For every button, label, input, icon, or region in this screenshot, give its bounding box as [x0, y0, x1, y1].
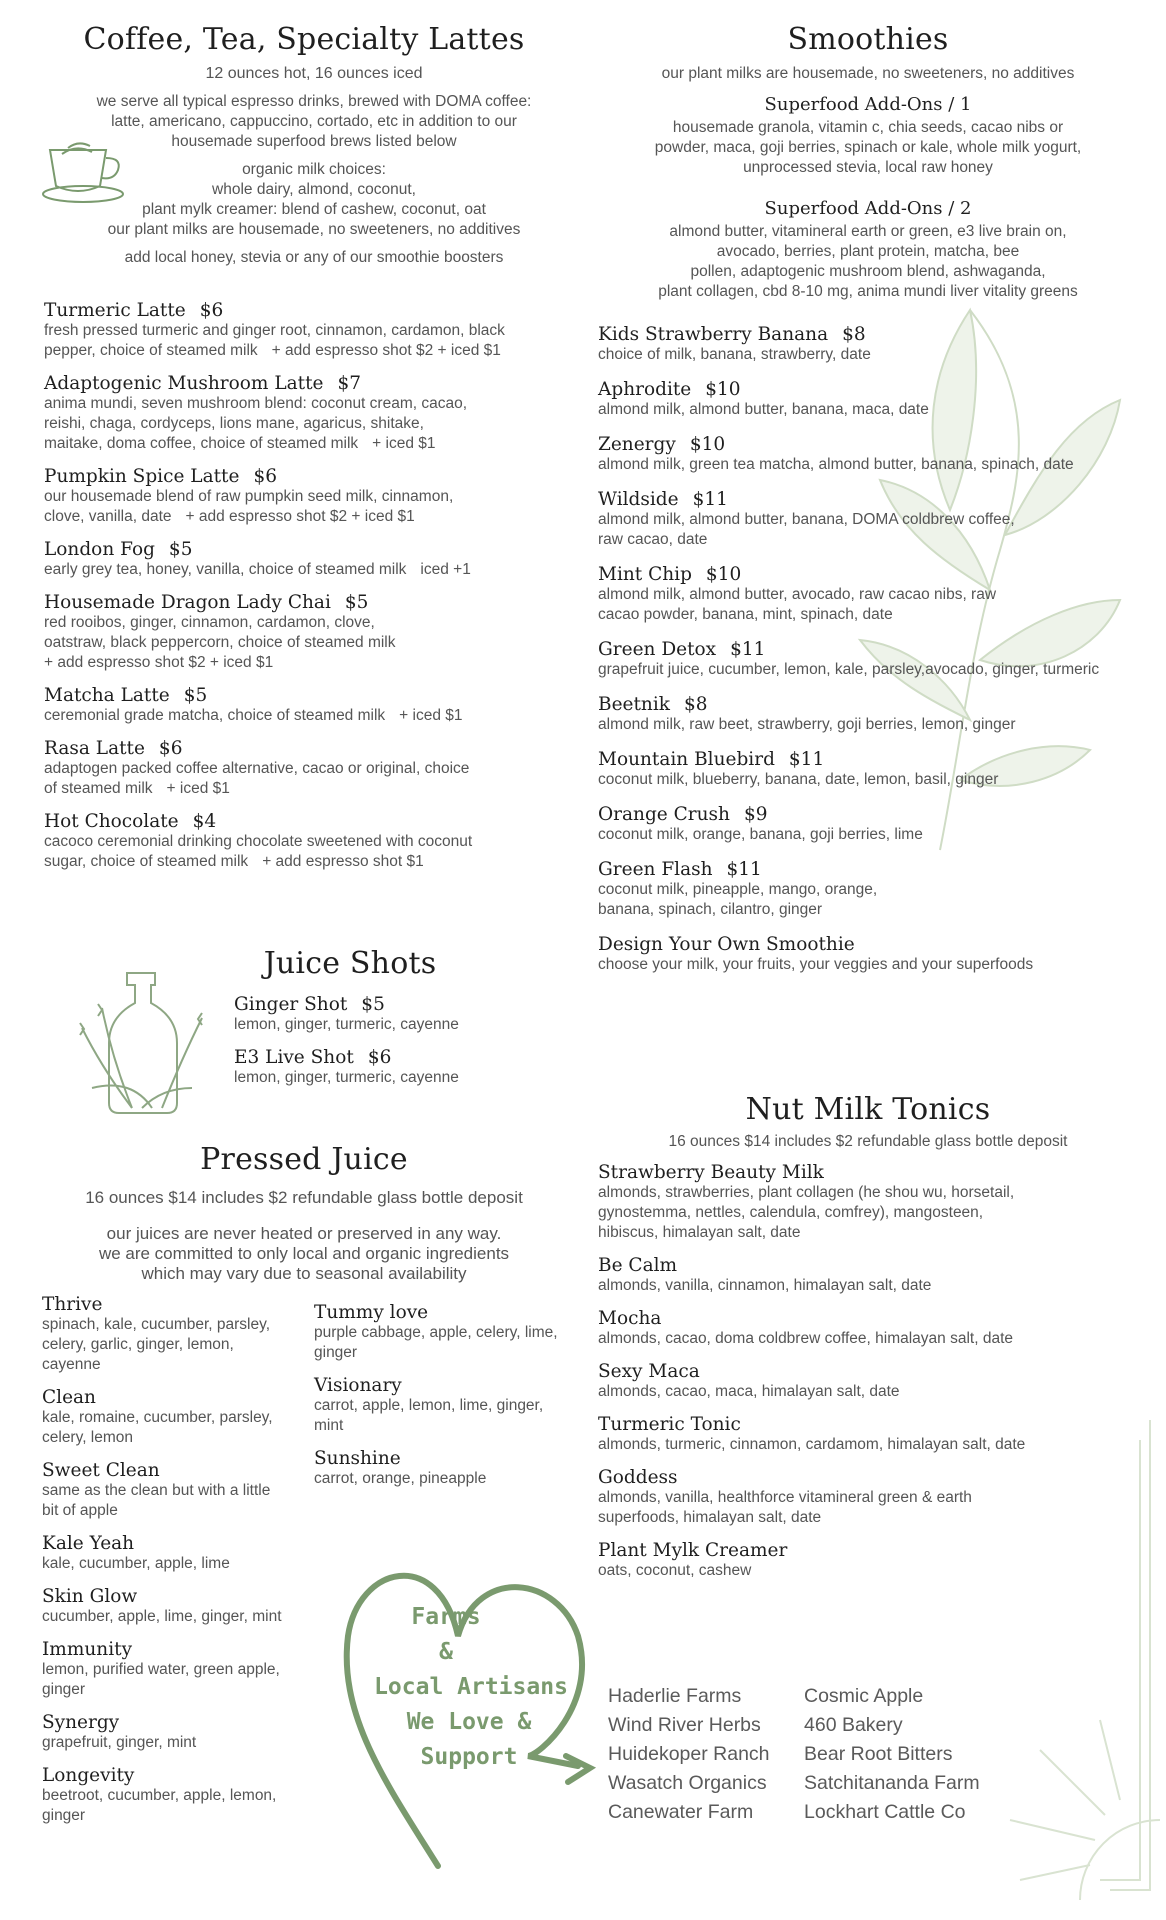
partner-name: Canewater Farm — [608, 1801, 754, 1823]
smoothie-item-title — [598, 804, 1138, 825]
coffee-item — [44, 300, 564, 361]
item-description: mint — [314, 1417, 344, 1434]
item-name: Skin Glow — [42, 1586, 138, 1607]
coffee-intro-line: 12 ounces hot, 16 ounces iced — [205, 65, 423, 82]
item-description: almond milk, almond butter, avocado, raw cacao nibs, raw — [598, 586, 997, 603]
item-name: Design Your Own Smoothie — [598, 934, 855, 955]
pressed-juice-item — [42, 1765, 302, 1826]
item-description: superfoods, himalayan salt, date — [598, 1509, 822, 1526]
pressed-juice-note2 — [44, 1224, 564, 1284]
coffee-item-title — [44, 466, 564, 487]
item-name: Ginger Shot — [234, 994, 348, 1015]
item-extras: + iced $1 — [166, 780, 230, 797]
item-name: Orange Crush — [598, 804, 730, 825]
coffee-item — [44, 738, 564, 799]
partner-name: 460 Bakery — [804, 1714, 903, 1736]
item-price: $4 — [192, 811, 217, 832]
tonic-item — [598, 1414, 1138, 1455]
item-description: fresh pressed turmeric and ginger root, cinnamon, cardamon, black — [44, 322, 505, 339]
smoothie-item — [598, 379, 1138, 420]
smoothie-item-title — [598, 489, 1138, 510]
coffee-item — [44, 685, 564, 726]
coffee-item — [44, 373, 564, 454]
partners-right-list — [804, 1682, 1014, 1827]
smoothie-item-title — [598, 379, 1138, 400]
item-price: $5 — [168, 539, 193, 560]
smoothie-item — [598, 749, 1138, 790]
item-description: celery, garlic, ginger, lemon, — [42, 1336, 234, 1353]
item-name: Aphrodite — [598, 379, 692, 400]
item-description: raw cacao, date — [598, 531, 708, 548]
addon-line: avocado, berries, plant protein, matcha, bee — [716, 243, 1020, 260]
item-price: $9 — [743, 804, 768, 825]
item-name: Sexy Maca — [598, 1361, 700, 1382]
item-description: purple cabbage, apple, celery, lime, — [314, 1324, 558, 1341]
item-description: carrot, orange, pineapple — [314, 1470, 487, 1487]
item-description: almond milk, almond butter, banana, maca, date — [598, 401, 929, 418]
pressed-juice-item — [314, 1302, 574, 1363]
tonic-item — [598, 1361, 1138, 1402]
pressed-juice-item-title — [314, 1375, 574, 1396]
item-price: $5 — [361, 994, 385, 1015]
item-description: almonds, cacao, doma coldbrew coffee, himalayan salt, date — [598, 1330, 1014, 1347]
item-name: Strawberry Beauty Milk — [598, 1162, 824, 1183]
item-name: Mocha — [598, 1308, 662, 1329]
smoothie-item-title — [598, 934, 1138, 955]
item-description: clove, vanilla, date + add espresso shot $2 + iced $1 — [44, 508, 415, 525]
smoothie-item — [598, 434, 1138, 475]
item-description: ginger — [42, 1807, 86, 1824]
item-name: Sweet Clean — [42, 1460, 160, 1481]
item-name: Goddess — [598, 1467, 678, 1488]
item-extras: + iced $1 — [399, 707, 463, 724]
tonic-item-title — [598, 1162, 1138, 1183]
coffee-intro-line: our plant milks are housemade, no sweeteners, no additives — [107, 221, 521, 238]
smoothie-item-title — [598, 564, 1138, 585]
coffee-intro-line: whole dairy, almond, coconut, — [212, 181, 416, 198]
item-description: reishi, chaga, cordyceps, lions mane, agaricus, shitake, — [44, 415, 424, 432]
item-name: Plant Mylk Creamer — [598, 1540, 788, 1561]
smoothie-item — [598, 859, 1138, 920]
item-price: $6 — [367, 1047, 392, 1068]
item-name: Sunshine — [314, 1448, 401, 1469]
item-description: carrot, apple, lemon, lime, ginger, — [314, 1397, 544, 1414]
item-description: anima mundi, seven mushroom blend: coconut cream, cacao, — [44, 395, 468, 412]
coffee-intro-line: latte, americano, cappuccino, cortado, etc in addition to our — [111, 113, 517, 130]
item-description: cacoco ceremonial drinking chocolate sweetened with coconut — [44, 833, 473, 850]
pressed-note-line: 16 ounces $14 includes $2 refundable glass bottle deposit — [85, 1188, 523, 1207]
partner-name: Wasatch Organics — [608, 1772, 767, 1794]
juice-shot-item — [234, 1047, 534, 1088]
item-description: choice of milk, banana, strawberry, date — [598, 346, 871, 363]
pressed-juice-item-title — [42, 1712, 302, 1733]
item-price: $10 — [705, 379, 741, 400]
item-name: Green Flash — [598, 859, 713, 880]
tonic-item — [598, 1255, 1138, 1296]
smoothie-item-title — [598, 324, 1138, 345]
tonic-item-title — [598, 1414, 1138, 1435]
heart-text-line: Local Artisans — [374, 1674, 568, 1700]
coffee-intro-line: plant mylk creamer: blend of cashew, coconut, oat — [142, 201, 486, 218]
coffee-intro-line: organic milk choices: — [242, 161, 386, 178]
item-name: Mint Chip — [598, 564, 692, 585]
tonic-item — [598, 1467, 1138, 1528]
item-name: Kids Strawberry Banana — [598, 324, 829, 345]
partner-name: Lockhart Cattle Co — [804, 1801, 966, 1823]
smoothies-note: our plant milks are housemade, no sweeteners, no additives — [661, 65, 1075, 82]
item-description: lemon, ginger, turmeric, cayenne — [234, 1069, 459, 1086]
pressed-juice-item-title — [42, 1460, 302, 1481]
item-description: grapefruit juice, cucumber, lemon, kale, parsley,avocado, ginger, turmeric — [598, 661, 1100, 678]
coffee-intro-line: add local honey, stevia or any of our smoothie boosters — [124, 249, 504, 266]
item-name: Housemade Dragon Lady Chai — [44, 592, 331, 613]
item-name: Kale Yeah — [42, 1533, 135, 1554]
item-description: pepper, choice of steamed milk + add espresso shot $2 + iced $1 — [44, 342, 501, 359]
item-description: almond milk, almond butter, banana, DOMA coldbrew coffee, — [598, 511, 1015, 528]
item-description: oats, coconut, cashew — [598, 1562, 752, 1579]
coffee-item-title — [44, 592, 564, 613]
item-name: Beetnik — [598, 694, 670, 715]
pressed-juice-item — [314, 1375, 574, 1436]
item-name: Clean — [42, 1387, 96, 1408]
partner-name: Satchitananda Farm — [804, 1772, 980, 1794]
item-price: $6 — [199, 300, 224, 321]
item-name: Mountain Bluebird — [598, 749, 775, 770]
smoothie-item-title — [598, 859, 1138, 880]
partner-name: Huidekoper Ranch — [608, 1743, 770, 1765]
smoothies-title: Smoothies — [787, 22, 949, 57]
tonic-item — [598, 1540, 1138, 1581]
pressed-juice-item-title — [42, 1639, 302, 1660]
tonics-note: 16 ounces $14 includes $2 refundable glass bottle deposit — [668, 1133, 1068, 1150]
pressed-juice-item-title — [42, 1533, 302, 1554]
item-extras: + add espresso shot $2 + iced $1 — [271, 342, 501, 359]
smoothie-item — [598, 564, 1138, 625]
item-description: + add espresso shot $2 + iced $1 — [44, 654, 274, 671]
coffee-item-title — [44, 373, 564, 394]
item-price: $11 — [730, 639, 766, 660]
smoothie-item-title — [598, 694, 1138, 715]
addon1-title: Superfood Add-Ons / 1 — [764, 94, 972, 115]
item-name: Tummy love — [314, 1302, 429, 1323]
pressed-juice-item — [42, 1639, 302, 1700]
item-extras: + iced $1 — [372, 435, 436, 452]
item-description: kale, cucumber, apple, lime — [42, 1555, 230, 1572]
pressed-juice-right-list — [314, 1302, 574, 1501]
smoothie-item-title — [598, 639, 1138, 660]
item-description: almond milk, green tea matcha, almond butter, banana, spinach, date — [598, 456, 1074, 473]
item-description: celery, lemon — [42, 1429, 134, 1446]
item-description: ceremonial grade matcha, choice of steamed milk + iced $1 — [44, 707, 463, 724]
item-price: $6 — [253, 466, 277, 487]
pressed-juice-item — [42, 1586, 302, 1627]
tonic-item — [598, 1162, 1138, 1243]
smoothie-item-title — [598, 749, 1138, 770]
item-name: Wildside — [598, 489, 679, 510]
smoothie-items-list — [598, 324, 1138, 989]
coffee-item — [44, 466, 564, 527]
addon2-list — [598, 222, 1138, 302]
item-description: kale, romaine, cucumber, parsley, — [42, 1409, 273, 1426]
item-extras: + add espresso shot $1 — [262, 853, 424, 870]
item-price: $8 — [842, 324, 866, 345]
coffee-item — [44, 592, 564, 673]
partners-left-list — [608, 1682, 798, 1827]
item-description: almonds, vanilla, healthforce vitamineral green & earth — [598, 1489, 972, 1506]
pressed-juice-item — [42, 1294, 302, 1375]
tonic-item-title — [598, 1308, 1138, 1329]
juice-shots-list — [234, 994, 534, 1100]
item-price: $7 — [337, 373, 361, 394]
item-price: $10 — [689, 434, 726, 455]
juice-shot-item-title — [234, 994, 534, 1015]
item-name: E3 Live Shot — [234, 1047, 354, 1068]
item-name: Green Detox — [598, 639, 717, 660]
item-price: $11 — [726, 859, 762, 880]
heart-text-line: Support — [420, 1744, 518, 1770]
tonics-title: Nut Milk Tonics — [745, 1092, 991, 1127]
item-description: adaptogen packed coffee alternative, cacao or original, choice — [44, 760, 470, 777]
tonic-item-title — [598, 1361, 1138, 1382]
coffee-intro — [64, 64, 564, 268]
item-description: almonds, cacao, maca, himalayan salt, date — [598, 1383, 900, 1400]
item-price: $10 — [705, 564, 742, 585]
item-name: Turmeric Latte — [44, 300, 186, 321]
juice-shot-item — [234, 994, 534, 1035]
item-name: Turmeric Tonic — [598, 1414, 741, 1435]
item-description: gynostemma, nettles, calendula, comfrey), mangosteen, — [598, 1204, 984, 1221]
item-description: our housemade blend of raw pumpkin seed milk, cinnamon, — [44, 488, 454, 505]
item-price: $8 — [683, 694, 708, 715]
tonic-item-title — [598, 1540, 1138, 1561]
pressed-juice-item-title — [314, 1448, 574, 1469]
item-description: cacao powder, banana, mint, spinach, date — [598, 606, 893, 623]
item-description: choose your milk, your fruits, your veggies and your superfoods — [598, 956, 1034, 973]
item-description: lemon, ginger, turmeric, cayenne — [234, 1016, 459, 1033]
item-description: almonds, vanilla, cinnamon, himalayan salt, date — [598, 1277, 932, 1294]
item-name: Hot Chocolate — [44, 811, 179, 832]
coffee-item-title — [44, 300, 564, 321]
coffee-item-title — [44, 811, 564, 832]
smoothie-item — [598, 639, 1138, 680]
pressed-note-line: our juices are never heated or preserved in any way. — [106, 1224, 502, 1243]
tonic-items-list — [598, 1162, 1138, 1593]
pressed-juice-item-title — [42, 1294, 302, 1315]
coffee-items-list — [44, 300, 564, 884]
item-description: coconut milk, orange, banana, goji berries, lime — [598, 826, 923, 843]
tonic-item-title — [598, 1255, 1138, 1276]
item-description: almond milk, raw beet, strawberry, goji berries, lemon, ginger — [598, 716, 1016, 733]
item-extras: + add espresso shot $2 + iced $1 — [185, 508, 415, 525]
item-description: coconut milk, pineapple, mango, orange, — [598, 881, 878, 898]
item-name: Visionary — [314, 1375, 402, 1396]
item-name: Zenergy — [598, 434, 676, 455]
partner-name: Wind River Herbs — [608, 1714, 761, 1736]
pressed-juice-item — [42, 1460, 302, 1521]
pressed-juice-item — [42, 1712, 302, 1753]
item-price: $6 — [158, 738, 183, 759]
heart-text-line: Farms — [411, 1604, 481, 1630]
addon-line: unprocessed stevia, local raw honey — [743, 159, 993, 176]
smoothie-item — [598, 324, 1138, 365]
item-name: Thrive — [42, 1294, 103, 1315]
item-description: same as the clean but with a little — [42, 1482, 271, 1499]
item-name: London Fog — [44, 539, 155, 560]
item-description: maitake, doma coffee, choice of steamed milk + iced $1 — [44, 435, 436, 452]
item-description: banana, spinach, cilantro, ginger — [598, 901, 823, 918]
heart-text-line: We Love & — [406, 1709, 532, 1735]
item-name: Matcha Latte — [44, 685, 170, 706]
pressed-juice-item-title — [42, 1387, 302, 1408]
addon-line: housemade granola, vitamin c, chia seeds, cacao nibs or — [672, 119, 1064, 136]
item-description: hibiscus, himalayan salt, date — [598, 1224, 801, 1241]
juice-shot-item-title — [234, 1047, 534, 1068]
tonic-item — [598, 1308, 1138, 1349]
smoothie-item — [598, 489, 1138, 550]
item-name: Synergy — [42, 1712, 120, 1733]
pressed-juice-item — [42, 1387, 302, 1448]
item-price: $5 — [183, 685, 208, 706]
bottle-lavender-icon — [72, 968, 222, 1118]
item-name: Rasa Latte — [44, 738, 145, 759]
item-price: $5 — [344, 592, 369, 613]
smoothie-item — [598, 804, 1138, 845]
item-name: Longevity — [42, 1765, 135, 1786]
addon2-title: Superfood Add-Ons / 2 — [764, 198, 972, 219]
item-price: $11 — [692, 489, 728, 510]
item-description: almonds, strawberries, plant collagen (he shou wu, horsetail, — [598, 1184, 1015, 1201]
heart-text — [346, 1600, 586, 1775]
item-name: Pumpkin Spice Latte — [44, 466, 240, 487]
item-description: bit of apple — [42, 1502, 118, 1519]
pressed-juice-title: Pressed Juice — [200, 1142, 408, 1177]
item-description: almonds, turmeric, cinnamon, cardamom, himalayan salt, date — [598, 1436, 1026, 1453]
pressed-juice-item-title — [314, 1302, 574, 1323]
addon-line: almond butter, vitamineral earth or green, e3 live brain on, — [669, 223, 1067, 240]
coffee-item-title — [44, 539, 564, 560]
item-extras: iced +1 — [420, 561, 471, 578]
item-description: early grey tea, honey, vanilla, choice of steamed milk iced +1 — [44, 561, 471, 578]
partner-name: Bear Root Bitters — [804, 1743, 953, 1765]
partner-name: Haderlie Farms — [608, 1685, 742, 1707]
item-description: lemon, purified water, green apple, — [42, 1661, 280, 1678]
smoothie-item — [598, 934, 1138, 975]
item-description: spinach, kale, cucumber, parsley, — [42, 1316, 271, 1333]
item-name: Be Calm — [598, 1255, 678, 1276]
coffee-item-title — [44, 685, 564, 706]
item-description: of steamed milk + iced $1 — [44, 780, 230, 797]
tonic-item-title — [598, 1467, 1138, 1488]
addon-line: powder, maca, goji berries, spinach or kale, whole milk yogurt, — [654, 139, 1082, 156]
pressed-note-line: we are committed to only local and organic ingredients — [98, 1244, 510, 1263]
coffee-item — [44, 811, 564, 872]
coffee-section-title: Coffee, Tea, Specialty Lattes — [83, 22, 525, 57]
coffee-intro-line: we serve all typical espresso drinks, brewed with DOMA coffee: — [96, 93, 532, 110]
pressed-juice-left-list — [42, 1294, 302, 1838]
pressed-note-line: which may vary due to seasonal availability — [141, 1264, 467, 1283]
coffee-item-title — [44, 738, 564, 759]
coffee-intro-line: housemade superfood brews listed below — [171, 133, 457, 150]
item-description: sugar, choice of steamed milk + add espresso shot $1 — [44, 853, 424, 870]
addon-line: pollen, adaptogenic mushroom blend, ashwaganda, — [690, 263, 1046, 280]
partner-name: Cosmic Apple — [804, 1685, 924, 1707]
item-description: red rooibos, ginger, cinnamon, cardamon, clove, — [44, 614, 375, 631]
smoothie-item-title — [598, 434, 1138, 455]
item-description: cayenne — [42, 1356, 101, 1373]
item-description: beetroot, cucumber, apple, lemon, — [42, 1787, 277, 1804]
item-name: Adaptogenic Mushroom Latte — [44, 373, 324, 394]
juice-shots-title: Juice Shots — [263, 946, 437, 981]
smoothie-item — [598, 694, 1138, 735]
item-description: oatstraw, black peppercorn, choice of steamed milk — [44, 634, 396, 651]
coffee-item — [44, 539, 564, 580]
item-description: grapefruit, ginger, mint — [42, 1734, 197, 1751]
item-description: cucumber, apple, lime, ginger, mint — [42, 1608, 282, 1625]
item-name: Immunity — [42, 1639, 133, 1660]
pressed-juice-item-title — [42, 1765, 302, 1786]
item-description: coconut milk, blueberry, banana, date, lemon, basil, ginger — [598, 771, 999, 788]
pressed-juice-item-title — [42, 1586, 302, 1607]
addon-line: plant collagen, cbd 8-10 mg, anima mundi liver vitality greens — [658, 283, 1078, 300]
item-description: ginger — [314, 1344, 358, 1361]
addon1-list — [598, 118, 1138, 178]
pressed-juice-item — [314, 1448, 574, 1489]
pressed-juice-note — [44, 1188, 564, 1208]
item-price: $11 — [788, 749, 825, 770]
item-description: ginger — [42, 1681, 86, 1698]
pressed-juice-item — [42, 1533, 302, 1574]
heart-text-line: & — [439, 1639, 453, 1665]
